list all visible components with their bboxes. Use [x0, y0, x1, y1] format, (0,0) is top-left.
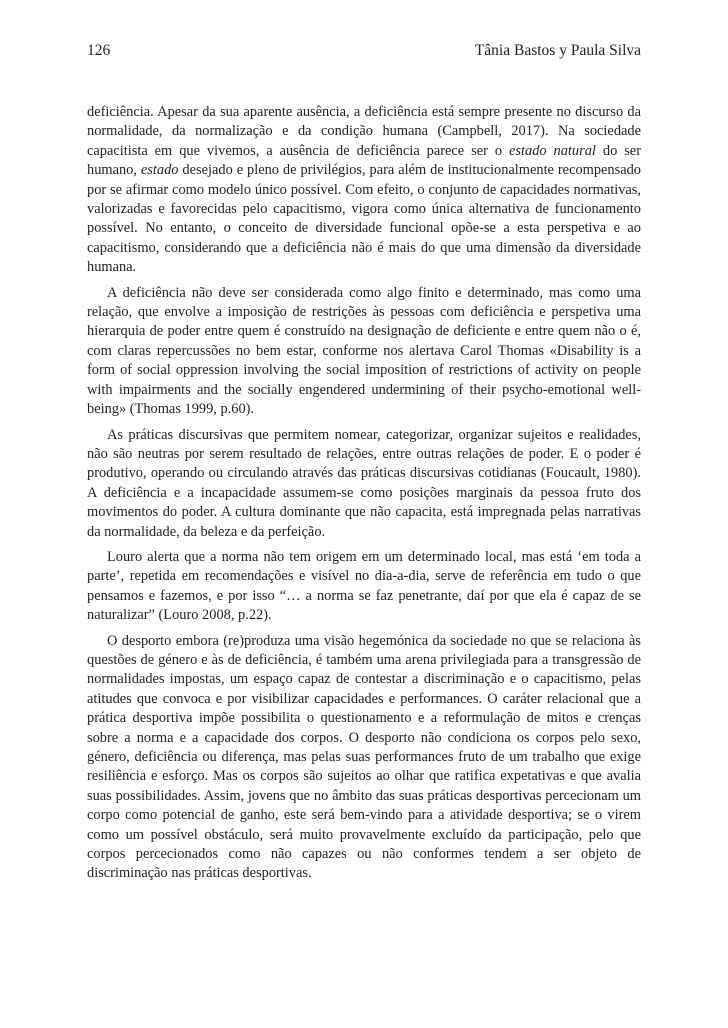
italic-term: estado [140, 162, 179, 179]
page-header [87, 42, 641, 66]
text-segment: deficiência. Apesar da sua aparente ausência, a deficiência está sempre presente no discurso da normalidade, da normalização e da condição humana (Campbell, 2017). Na sociedade capacitista em que vivemos, a ausência de deficiência parece ser o [87, 104, 641, 159]
paragraph: A deficiência não deve ser considerada como algo finito e determinado, mas como uma relação, que envolve a imposição de restrições às pessoas com deficiência e perspetiva uma hierarquia de poder entre quem é construído na designação de deficiente e entre quem não o é, com claras repercussões no bem estar, conforme nos alertava Carol Thomas «Disability is a form of social oppression involving the social imposition of restrictions of activity on people with impairments and the socially engendered undermining of their psycho-emotional well-being» (Thomas 1999, p.60). [87, 284, 641, 418]
paragraph: Louro alerta que a norma não tem origem em um determinado local, mas está ‘em toda a parte’, repetida em recomendações e visível no dia-a-dia, serve de referência em tudo o que pensamos e fazemos, e por isso “… a norma se faz penetrante, daí por que ela é capaz de se naturalizar” (Louro 2008, p.22). [87, 548, 641, 624]
text-segment: desejado e pleno de privilégios, para além de institucionalmente recompensado por se afirmar como modelo único possível. Com efeito, o conjunto de capacidades normativas, valorizadas e favorecidas pelo capacitismo, vigora como única alternativa de funcionamento possível. No entanto, o conceito de diversidade funcional opõe-se a esta perspetiva e ao capacitismo, considerando que a deficiência não é mais do que uma dimensão da diversidade humana. [87, 162, 641, 276]
page-number: 126 [87, 42, 111, 59]
running-head-authors: Tânia Bastos y Paula Silva [474, 42, 641, 59]
paragraph: O desporto embora (re)produza uma visão hegemónica da sociedade no que se relaciona às questões de género e às de deficiência, é também uma arena privilegiada para a transgressão de normalidades impostas, um espaço capaz de contestar a discriminação e o capacitismo, pelas atitudes que convoca e por visibilizar capacidades e performances. O caráter relacional que a prática desportiva impõe possibilita o questionamento e a reformulação de mitos e crenças sobre a norma e a capacidade dos corpos. O desporto não condiciona os corpos pelo sexo, género, deficiência ou diferença, mas pelas suas performances fruto de um trabalho que exige resiliência e esforço. Mas os corpos são sujeitos ao olhar que ratifica expetativas e que avalia suas possibilidades. Assim, jovens que no âmbito das suas práticas desportivas percecionam um corpo como potencial de ganho, este será bem-vindo para a atividade desportiva; se o virem como um possível obstáculo, será muito provavelmente excluído da participação, pelo que corpos percecionados como não capazes ou não conformes tendem a ser objeto de discriminação nas práticas desportivas. [87, 632, 641, 882]
italic-term: estado natural [509, 142, 596, 159]
text-segment: do ser humano, [87, 142, 641, 179]
paragraph [87, 103, 641, 278]
paragraph: As práticas discursivas que permitem nomear, categorizar, organizar sujeitos e realidades, não são neutras por serem resultado de relações, entre outras relações de poder. E o poder é produtivo, operando ou circulando através das práticas discursivas cotidianas (Foucault, 1980). A deficiência e a incapacidade assumem-se como posições marginais da pessoa fruto dos movimentos do poder. A cultura dominante que não capacita, está impregnada pelas narrativas da normalidade, da beleza e da perfeição. [87, 426, 641, 540]
body-text [87, 103, 641, 890]
